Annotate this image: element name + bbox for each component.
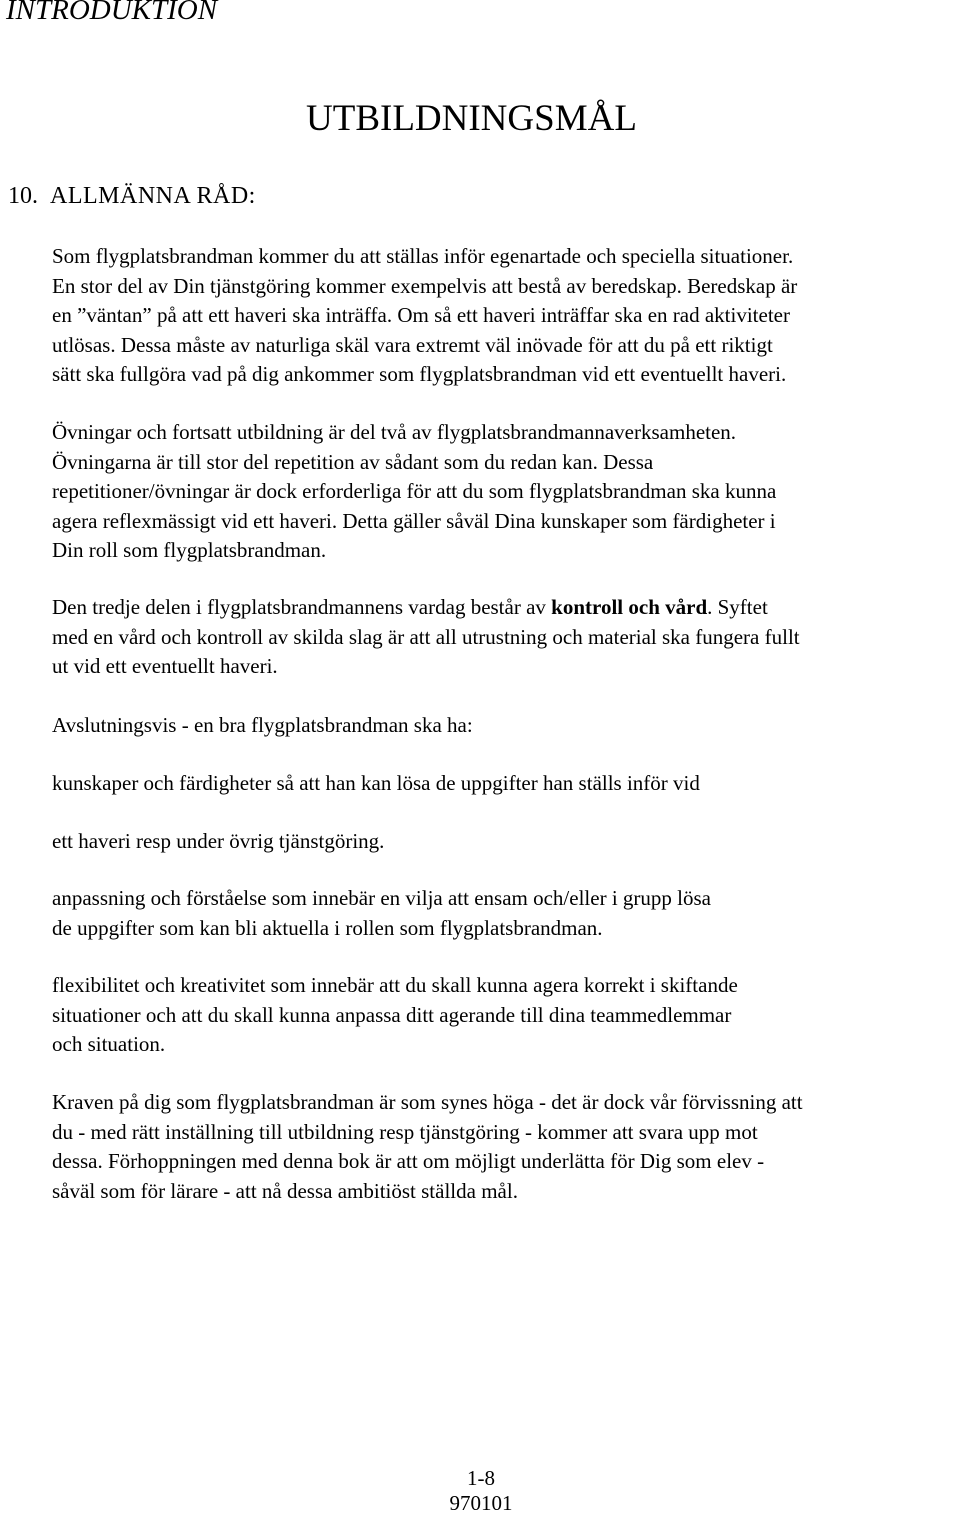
text-line: du - med rätt inställning till utbildning resp tjänstgöring - kommer att svara upp mot [52,1119,758,1144]
text-line: dessa. Förhoppningen med denna bok är att om möjligt underlätta för Dig som elev - [52,1149,765,1174]
page-date: 970101 [449,1491,513,1515]
text-line: situationer och att du skall kunna anpassa ditt agerande till dina teammedlemmar [52,1002,732,1027]
text-line: såväl som för lärare - att nå dessa ambitiöst ställda mål. [52,1178,518,1203]
text-line: Som flygplatsbrandman kommer du att ställas inför egenartade och speciella situationer. [52,244,794,268]
paragraph-adaptation [52,884,711,943]
paragraph-requirements [52,1088,803,1206]
paragraph-training [52,418,776,566]
text-line: Övningarna är till stor del repetition av sådant som du redan kan. Dessa [52,449,654,474]
page-title: UTBILDNINGSMÅL [306,98,637,139]
text-line: de uppgifter som kan bli aktuella i rollen som flygplatsbrandman. [52,915,603,940]
section-label: ALLMÄNNA RÅD: [50,183,256,209]
text-line [52,593,800,623]
text-line: med en vård och kontroll av skilda slag är att all utrustning och material ska fungera fullt [52,624,800,649]
text-line: Övningar och fortsatt utbildning är del två av flygplatsbrandmannaverksamheten. [52,420,737,444]
paragraph-knowledge-cont: ett haveri resp under övrig tjänstgöring. [52,829,385,853]
text-line: sätt ska fullgöra vad på dig ankommer som flygplatsbrandman vid ett eventuellt haveri. [52,362,787,387]
paragraph-maintenance [52,593,800,682]
text-line: agera reflexmässigt vid ett haveri. Detta gäller såväl Dina kunskaper som färdigheter i [52,508,776,533]
paragraph-summary: Avslutningsvis - en bra flygplatsbrandman ska ha: [52,713,473,737]
paragraph-intro [52,242,797,390]
text-line: Kraven på dig som flygplatsbrandman är som synes höga - det är dock vår förvissning att [52,1090,803,1114]
section-heading [8,183,256,210]
bold-term: kontroll och vård [551,595,708,619]
text-line: anpassning och förståelse som innebär en vilja att ensam och/eller i grupp lösa [52,886,711,910]
section-number: 10. [8,183,38,209]
text-line: ut vid ett eventuellt haveri. [52,654,278,679]
page-footer [0,1466,960,1516]
text-line: flexibilitet och kreativitet som innebär att du skall kunna agera korrekt i skiftande [52,973,738,997]
text-line: utlösas. Dessa måste av naturliga skäl vara extremt väl inövade för att du på ett riktigt [52,332,773,357]
text-line: repetitioner/övningar är dock erforderliga för att du som flygplatsbrandman ska kunna [52,479,777,504]
text-line: en ”väntan” på att ett haveri ska inträffa. Om så ett haveri inträffar ska en rad aktiviteter [52,303,790,328]
paragraph-flexibility [52,971,738,1060]
page-number: 1-8 [467,1466,495,1490]
text-run: . Syftet [707,595,768,619]
text-line: Din roll som flygplatsbrandman. [52,538,327,563]
text-run: Den tredje delen i flygplatsbrandmannens vardag består av [52,595,552,619]
text-line: En stor del av Din tjänstgöring kommer exempelvis att bestå av beredskap. Beredskap är [52,273,798,298]
paragraph-knowledge: kunskaper och färdigheter så att han kan lösa de uppgifter han ställs inför vid [52,771,700,795]
running-header: INTRODUKTION [6,0,218,26]
text-line: och situation. [52,1032,166,1057]
